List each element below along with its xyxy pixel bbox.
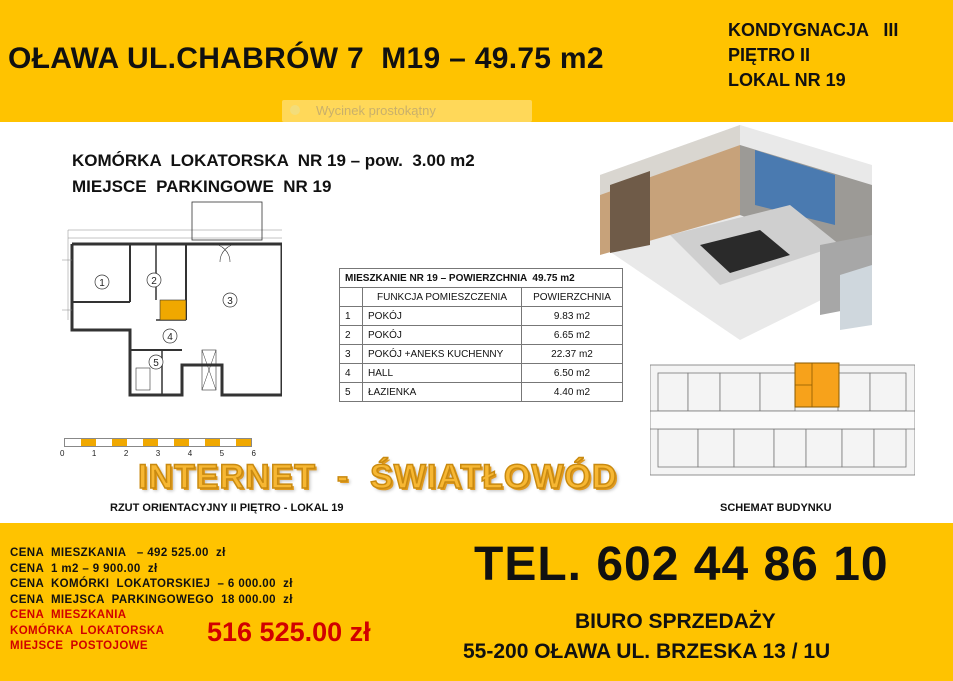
scale-number: 6 [251,449,256,458]
price-flat: CENA MIESZKANIA – 492 525.00 zł [10,547,226,559]
table-row: 5 ŁAZIENKA 4.40 m2 [340,383,623,402]
sales-office-label: BIURO SPRZEDAŻY [575,610,776,633]
table-caption: MIESZKANIE NR 19 – POWIERZCHNIA 49.75 m2 [340,269,623,288]
scale-number: 0 [60,449,65,458]
room-1-number: 1 [99,278,105,289]
listing-title: OŁAWA UL.CHABRÓW 7 M19 – 49.75 m2 [8,42,604,75]
phone-number[interactable]: TEL. 602 44 86 10 [474,538,889,591]
fiber-internet-banner: INTERNET - ŚWIATŁOWÓD [138,458,618,496]
snip-overlay-text: Wycinek prostokątny [316,103,436,118]
price-per-m2: CENA 1 m2 – 9 900.00 zł [10,562,158,575]
scale-number: 4 [187,449,193,458]
building-schematic [650,355,915,485]
scale-number: 5 [219,449,225,458]
apartment-3d-render [590,125,872,340]
sales-office-address: 55-200 OŁAWA UL. BRZESKA 13 / 1U [463,640,831,663]
scale-number: 3 [155,449,161,458]
scale-bar [64,438,252,447]
scale-number: 1 [91,449,97,458]
parking-info: MIEJSCE PARKINGOWE NR 19 [72,177,332,196]
floor-plan [62,200,282,400]
room-3-number: 3 [227,296,233,307]
scale-numbers [60,449,256,458]
price-parking: CENA MIEJSCA PARKINGOWEGO 18 000.00 zł [10,593,293,606]
table-header-function: FUNKCJA POMIESZCZENIA [363,288,522,307]
scale-number: 2 [123,449,129,458]
storey-label: KONDYGNACJA III [728,20,899,40]
room-4-number: 4 [167,332,173,343]
total-price: 516 525.00 zł [207,617,371,647]
snip-icon [290,105,300,115]
table-row: 2 POKÓJ 6.65 m2 [340,326,623,345]
room-area-table [339,268,623,402]
table-row: 3 POKÓJ +ANEKS KUCHENNY 22.37 m2 [340,345,623,364]
extras-info [72,148,475,200]
building-caption: SCHEMAT BUDYNKU [720,502,832,514]
storage-info: KOMÓRKA LOKATORSKA NR 19 – pow. 3.00 m2 [72,151,475,170]
unit-label: LOKAL NR 19 [728,70,846,90]
bundle-line-2: KOMÓRKA LOKATORSKA [10,624,165,637]
table-row: 1 POKÓJ 9.83 m2 [340,307,623,326]
unit-meta [728,18,898,93]
room-2-number: 2 [151,276,157,287]
table-row: 4 HALL 6.50 m2 [340,364,623,383]
plan-scale [60,438,256,460]
room-5-number: 5 [153,358,159,369]
snip-overlay [282,100,532,122]
table-header-area: POWIERZCHNIA [522,288,623,307]
bundle-line-3: MIEJSCE POSTOJOWE [10,640,148,652]
price-storage: CENA KOMÓRKI LOKATORSKIEJ – 6 000.00 zł [10,578,293,590]
floor-label: PIĘTRO II [728,45,811,65]
plan-caption: RZUT ORIENTACYJNY II PIĘTRO - LOKAL 19 [110,502,344,514]
bundle-line-1: CENA MIESZKANIA [10,609,127,621]
